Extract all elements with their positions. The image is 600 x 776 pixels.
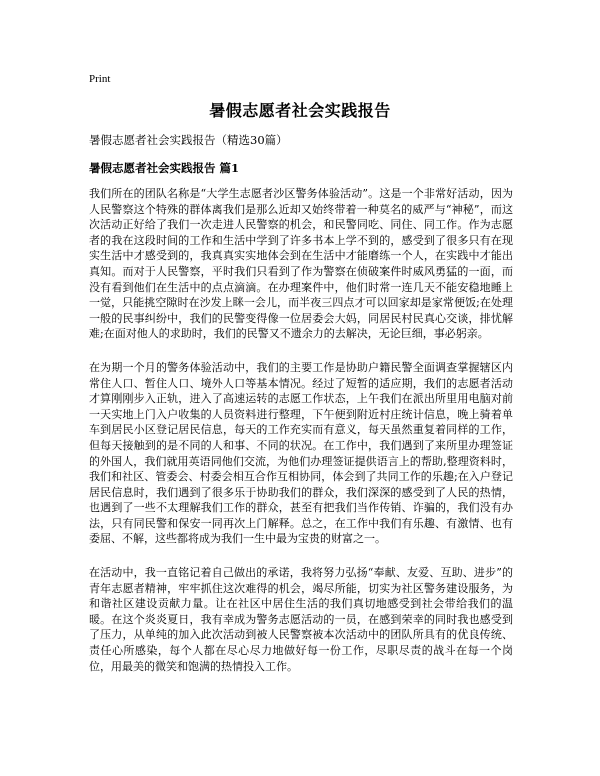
paragraph-3: 在活动中，我一直铭记着自己做出的承诺，我将努力弘扬“奉献、友爱、互助、进步”的青年志愿者精神，牢牢抓住这次难得的机会，竭尽所能，切实为社区警务建设服务，为和谐社区建设贡献力量。让在社区中居住生活的我们真切地感受到社会带给我们的温暖。在这个炎炎夏日，我有幸成为警务志愿活动的一员，在感到荣幸的同时我也感受到了压力，从单纯的加入此次活动到被人民警察被本次活动中的团队所具有的优良传统、责任心所感染，每个人都在尽心尽力地做好每一份工作，尽职尽责的战斗在每一个岗位，用最美的微笑和饱满的热情投入工作。 — [89, 566, 513, 673]
print-link[interactable]: Print — [89, 73, 111, 85]
article-body — [89, 186, 513, 692]
page-title: 暑假志愿者社会实践报告 — [209, 101, 391, 120]
document-subtitle: 暑假志愿者社会实践报告（精选30篇） — [89, 133, 288, 147]
paragraph-2: 在为期一个月的警务体验活动中，我们的主要工作是协助户籍民警全面调查掌握辖区内常住人口、暂住人口、境外人口等基本情况。经过了短暂的适应期，我们的志愿者活动才算刚刚步入正轨，进入了高速运转的志愿工作状态，上午我们在派出所里用电脑对前一天实地上门入户收集的人员资料进行整理，下午便到附近村庄统计信息，晚上骑着单车到居民小区登记居民信息，每天的工作充实而有意义，每天虽然重复着同样的工作，但每天接触到的是不同的人和事、不同的状况。在工作中，我们遇到了来所里办理签证的外国人，我们就用英语同他们交流，为他们办理签证提供语言上的帮助,整理资料时，我们和社区、管委会、村委会相互合作互相协同，体会到了共同工作的乐趣;在入户登记居民信息时，我们遇到了很多乐于协助我们的群众，我们深深的感受到了人民的热情，也遇到了一些不太理解我们工作的群众，甚至有把我们当作传销、诈骗的，我们没有办法，只有同民警和保安一同再次上门解释。总之，在工作中我们有乐趣、有激情、也有委屈、不解，这些都将成为我们一生中最为宝贵的财富之一。 — [89, 360, 513, 546]
section-heading: 暑假志愿者社会实践报告 篇1 — [89, 161, 240, 175]
paragraph-1: 我们所在的团队名称是“大学生志愿者沙区警务体验活动”。这是一个非常好活动，因为人民警察这个特殊的群体离我们是那么近却又始终带着一种莫名的威严与“神秘”，而这次活动正好给了我们一次走进人民警察的机会，和民警同吃、同住、同工作。作为志愿者的我在这段时间的工作和生活中学到了许多书本上学不到的，感受到了很多只有在现实生活中才感受到的，我真真实实地体会到在生活中才能磨练一个人，在实践中才能出真知。而对于人民警察，平时我们只看到了作为警察在侦破案件时威风勇猛的一面，而没有看到他们在生活中的点点滴滴。在办理案件中，他们时常一连几天不能安稳地睡上一觉，只能挑空隙时在沙发上眯一会儿，而半夜三四点才可以回家却是家常便饭;在处理一般的民事纠纷中，我们的民警变得像一位居委会大妈，同居民村民真心交谈，排忧解难;在面对他人的求助时，我们的民警又不遗余力的去解决，无论巨细，事必躬亲。 — [89, 187, 514, 341]
